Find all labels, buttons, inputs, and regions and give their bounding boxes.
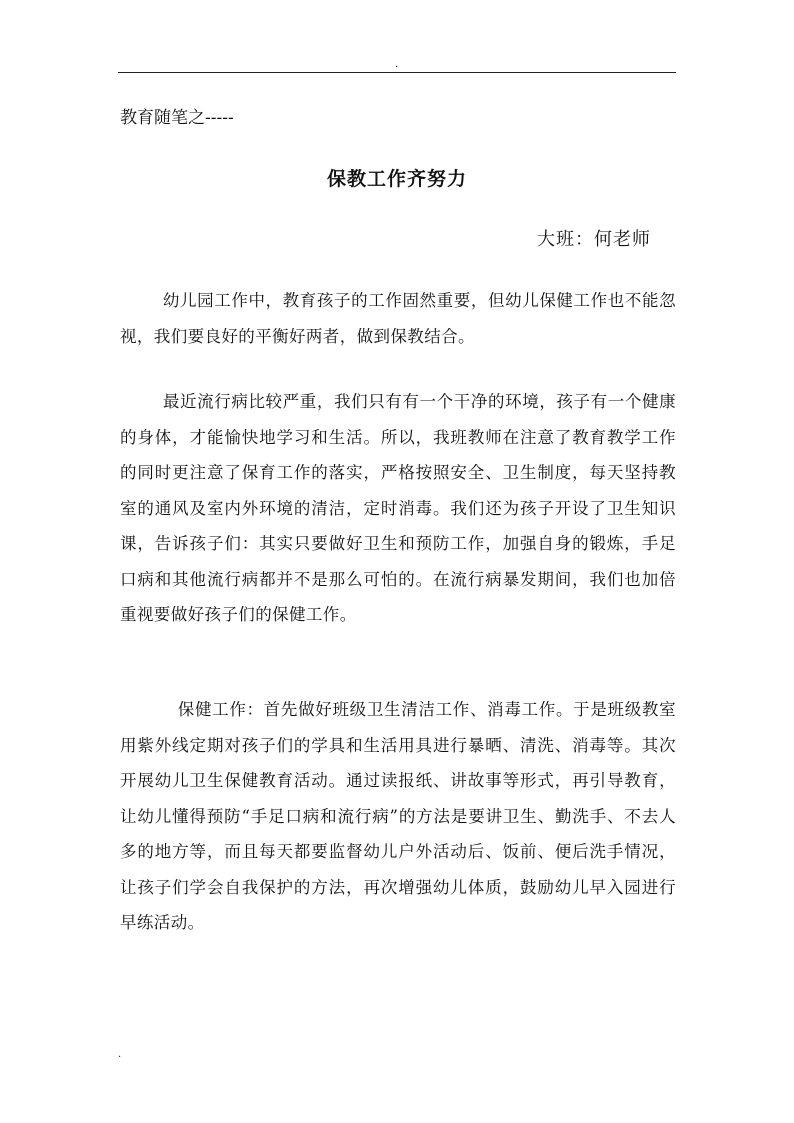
series-label: 教育随笔之----- [120, 108, 234, 128]
paragraph-1: 幼儿园工作中，教育孩子的工作固然重要，但幼儿保健工作也不能忽视，我们要良好的平衡好两者，做到保教结合。 [120, 291, 676, 346]
paragraph-3: 保健工作：首先做好班级卫生清洁工作、消毒工作。于是班级教室用紫外线定期对孩子们的学具和生活用具进行暴晒、清洗、消毒等。其次开展幼儿卫生保健教育活动。通过读报纸、讲故事等形式，再引导教育，让幼儿懂得预防“手足口病和流行病”的方法是要讲卫生、勤洗手、不去人多的地方等，而且每天都要监督幼儿户外活动后、饭前、便后洗手情况，让孩子们学会自我保护的方法，再次增强幼儿体质，鼓励幼儿早入园进行早练活动。 [120, 700, 676, 932]
paragraph-2: 最近流行病比较严重，我们只有有一个干净的环境，孩子有一个健康的身体，才能愉快地学习和生活。所以，我班教师在注意了教育教学工作的同时更注意了保育工作的落实，严格按照安全、卫生制度，每天坚持教室的通风及室内外环境的清洁，定时消毒。我们还为孩子开设了卫生知识课，告诉孩子们：其实只要做好卫生和预防工作，加强自身的锻炼，手足口病和其他流行病都并不是那么可怕的。在流行病暴发期间，我们也加倍重视要做好孩子们的保健工作。 [120, 392, 676, 624]
footer-mark: . [118, 1049, 122, 1060]
document-title: 保教工作齐努力 [326, 168, 467, 190]
author-line: 大班：何老师 [537, 229, 651, 250]
header-rule [118, 72, 676, 73]
header-mark: . [395, 59, 399, 70]
